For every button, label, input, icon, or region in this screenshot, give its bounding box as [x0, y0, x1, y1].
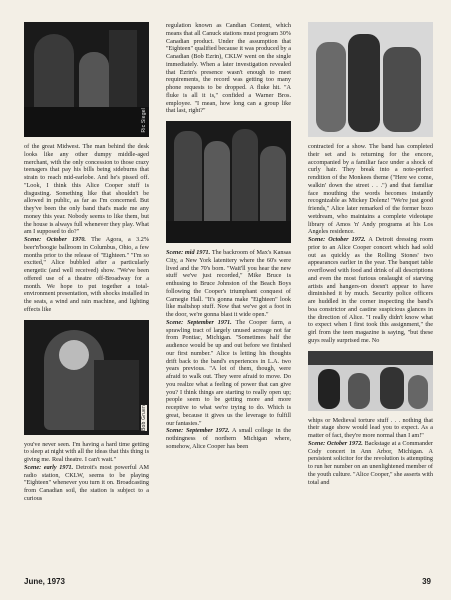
scene-label: Scene: October 1972. [308, 439, 363, 447]
article-text-col2-bottom [166, 249, 291, 451]
paragraph: contracted for a show. The band has completed their set and is returning for the encore, accompanied by a familiar face under a shock of curly hair. They break into a note-perfect rendition of the Monkees theme ("Here we come, walkin' down the street . . .") and that familiar face mouthing the words becomes instantly recognizable as Mickey Dolenz! "We're just good friends," Alice later remarked of the former bozo wetdream, who maintains a complete videotape library of Amos 'n' Andy programs at his Los Angeles residence. [308, 143, 433, 236]
column-3 [308, 22, 433, 486]
paragraph-body: A Detroit dressing room prior to an Alice Cooper concert which had sold out as quickly as the Rolling Stones' two appearances earlier in the year. The banquet table overflowed with food and drink of all descriptions and even the most furious onslaught of starving artists and hangers-on doesn't appear to have diminished it by much. Security police officers are huddled in the corner inspecting the band's boa constrictor and castine suspicious glances in the direction of Alice. "I really didn't know what to expect when I first took this assignment," the girl from the teen magazine is saying, "but these guys really surprised me. No [308, 236, 433, 344]
paragraph-body: A small college in the nothingness of northern Michigan where, somehow, Alice Cooper has been [166, 427, 291, 450]
photo-band-performance [24, 22, 149, 137]
photo-crowd-stage [308, 351, 433, 411]
article-text-col2-top [166, 22, 291, 115]
photo-alice-cooper [24, 320, 149, 435]
paragraph: you've never seen. I'm having a hard time getting to sleep at night with all the ideas that this thing is giving me. Real theatre. I can't wait." [24, 440, 149, 463]
issue-date: June, 1973 [24, 577, 65, 586]
scene-label: Scene: October 1970. [24, 236, 86, 243]
article-text-col3-top [308, 143, 433, 345]
scene-label: Scene: October 1972. [308, 236, 366, 243]
paragraph-body: The Agora, a 3.2% beer'n'boogie ballroom in Columbus, Ohio, a few months prior to the release of "Eighteen." "I'm so excited," Alice bubbled after a particularly energetic (and well received) show. "We've been offered use of a theatre off-Broadway for a month. We hope to put together a total-environment presentation, with shocks installed in the seats, a wind and rain machine, and lighting effects like [24, 236, 149, 313]
page-number: 39 [422, 577, 431, 586]
paragraph-body: The Cooper farm, a sprawling tract of largely unused acreage not far from Pontiac, Michigan. "Sometimes half the audience would be up and out before we finished our first number." Alice is letting his thoughts drift back to the band's experiences in L.A. two years previous. "A lot of them, though, were afraid to walk out. They were afraid to move. Do you realize what a feeling of power that can give you? I think things are starting to really open up; people seem to be getting more and more receptive to what we're trying to do. Which is great, because it gives us the leverage to fulfill our fantasies." [166, 318, 291, 427]
paragraph: whips or Medieval torture stuff . . . nothing that their stage show would lead you to expect. As a matter of fact, they're more normal than I am!" [308, 416, 433, 439]
scene-label: Scene: September 1971. [166, 318, 232, 326]
paragraph-body: Backstage at a Commander Cody concert in Ann Arbor, Michigan. A persistent solicitor for the revolution is attempting to run her number on an unenlightened member of the youth culture. "Alice Cooper," she asserts with total and [308, 439, 433, 486]
paragraph [24, 464, 149, 503]
scene-label: Scene: September 1972. [166, 427, 230, 435]
scene-label: Scene: early 1971. [24, 463, 74, 471]
paragraph [24, 236, 149, 314]
photo-band-group [166, 121, 291, 243]
article-text-col1-top [24, 143, 149, 314]
column-1 [24, 22, 149, 503]
paragraph [308, 440, 433, 487]
paragraph: regulation known as Candian Content, which means that all Canuck stations must program 30% Canadian product. Under the assumption that "Eighteen" qualified because it was produced by a Canadian (Bob Ezrin), CKLW went on the single immediately. When a later investigation revealed that Ezrin's presence wasn't enough to meet requirements, the record was getting too many phone requests to be dropped. A fluke hit. "A fluke is all it is," confided a Warner Bros. employee. "I mean, how long can a group like that last, right?" [166, 22, 291, 115]
paragraph-body: The backroom of Max's Kansas City, a New York latenitery where the 60's were lived and the 70's born. "Wait'll you hear the new stuff we've just recorded," Mike Bruce is enthusing to Bruce Johnston of the Beach Boys following the Cooper's triumphant conquest of Carnegie Hall. "It's gonna make "Eighteen" look like maltshop stuff. Now that we've got a foot in the door, we're gonna blast it wide open." [166, 249, 292, 318]
paragraph [166, 319, 291, 428]
page-footer [0, 577, 451, 589]
paragraph-body: Detroit's most powerful AM radio station, CKLW, seems to be playing "Eighteen" whenever you turn it on. Broadcasting from Canadian soil, the station is subject to a curious [24, 463, 149, 502]
paragraph [166, 427, 291, 450]
paragraph [308, 236, 433, 345]
column-2 [166, 22, 291, 451]
paragraph [166, 249, 291, 319]
paragraph: of the great Midwest. The man behind the desk looks like any other dumpy middle-aged merchant, with the only concession to those crazy teenagers that pay his bills being sideburns that strain to reach mid-earlobe. And he's pissed off. "Look, I think this Alice Cooper stuff is disgusting. Something like that shouldn't be allowed in public, as far as I'm concerned. But they've been the only band that's made me any money this year. Nobody seems to like them, but the house is always full whenever they play. What am I supposed to do?" [24, 143, 149, 236]
scene-label: Scene: mid 1971. [166, 249, 211, 256]
photo-credit: Ric Siegel [141, 108, 147, 133]
photo-band-portrait [308, 22, 433, 137]
article-text-col3-bottom [308, 417, 433, 487]
photo-credit: Bob Gruen [141, 404, 147, 431]
article-text-col1-bottom [24, 441, 149, 503]
